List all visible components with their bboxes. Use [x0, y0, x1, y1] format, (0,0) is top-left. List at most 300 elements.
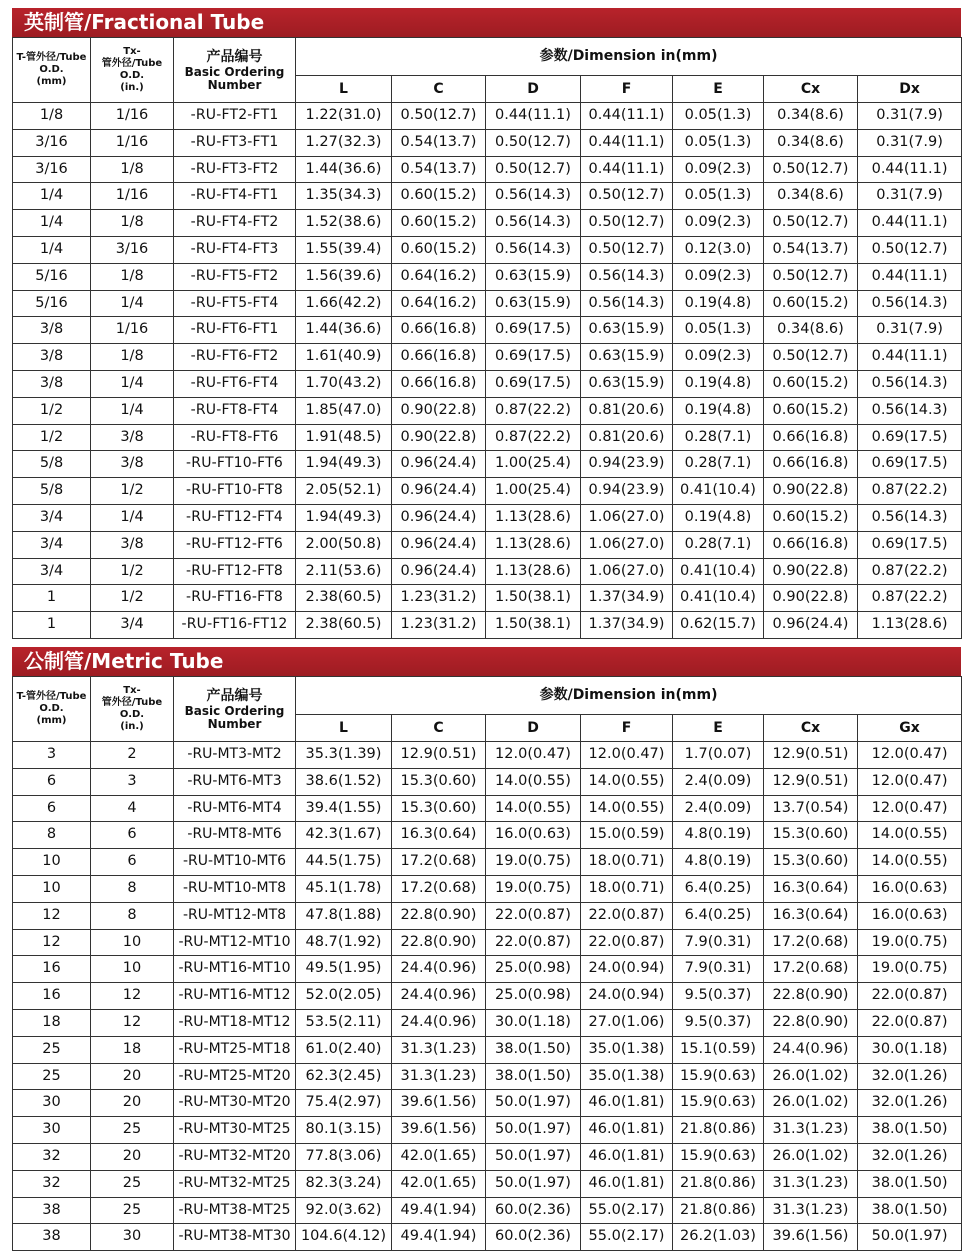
table-cell: 0.56(14.3)	[486, 183, 581, 210]
table-row	[13, 742, 962, 769]
table-cell: 38.0(1.50)	[486, 1036, 581, 1063]
table-cell: 0.66(16.8)	[764, 531, 858, 558]
table-cell: 0.96(24.4)	[392, 478, 486, 505]
table-cell: 0.66(16.8)	[764, 451, 858, 478]
table-row	[13, 612, 962, 639]
table-cell: 0.12(3.0)	[673, 236, 764, 263]
table-cell: 0.31(7.9)	[858, 129, 962, 156]
table-cell: 20	[91, 1090, 174, 1117]
table-cell: 1.37(34.9)	[581, 585, 673, 612]
column-header: Dx	[858, 76, 962, 103]
table-cell: 1.37(34.9)	[581, 612, 673, 639]
table-cell: 14.0(0.55)	[486, 768, 581, 795]
table-cell: 0.56(14.3)	[581, 290, 673, 317]
table-cell: 45.1(1.78)	[296, 875, 392, 902]
table-cell: 6	[91, 822, 174, 849]
table-cell: 12	[91, 1009, 174, 1036]
table-cell: 0.50(12.7)	[486, 156, 581, 183]
table-cell: 1.13(28.6)	[486, 531, 581, 558]
table-cell: 18	[13, 1009, 91, 1036]
table-row	[13, 1197, 962, 1224]
column-header: Cx	[764, 715, 858, 742]
table-cell: 1	[13, 585, 91, 612]
table-cell: 0.90(22.8)	[392, 397, 486, 424]
table-cell: 6	[91, 849, 174, 876]
table-cell: 26.0(1.02)	[764, 1143, 858, 1170]
table-cell: 1/16	[91, 129, 174, 156]
table-cell: 1/8	[91, 263, 174, 290]
table-cell: 1.55(39.4)	[296, 236, 392, 263]
table-cell: 3	[91, 768, 174, 795]
ordering-number-cell: -RU-FT12-FT8	[174, 558, 296, 585]
table-cell: 15.9(0.63)	[673, 1090, 764, 1117]
table-cell: 15.3(0.60)	[764, 849, 858, 876]
table-cell: 0.60(15.2)	[764, 370, 858, 397]
table-cell: 42.0(1.65)	[392, 1170, 486, 1197]
table-cell: 0.63(15.9)	[486, 290, 581, 317]
table-cell: 6.4(0.25)	[673, 902, 764, 929]
table-row	[13, 929, 962, 956]
table-cell: 0.31(7.9)	[858, 103, 962, 130]
ordering-number-cell: -RU-FT4-FT2	[174, 210, 296, 237]
table-cell: 0.96(24.4)	[764, 612, 858, 639]
table-cell: 1/16	[91, 103, 174, 130]
table-cell: 8	[91, 875, 174, 902]
table-cell: 26.0(1.02)	[764, 1063, 858, 1090]
table-cell: 1.52(38.6)	[296, 210, 392, 237]
table-row	[13, 983, 962, 1010]
table-cell: 1.56(39.6)	[296, 263, 392, 290]
table-cell: 0.19(4.8)	[673, 290, 764, 317]
table-cell: 0.05(1.3)	[673, 129, 764, 156]
table-cell: 1.13(28.6)	[486, 504, 581, 531]
ordering-number-cell: -RU-FT8-FT6	[174, 424, 296, 451]
table-cell: 50.0(1.97)	[486, 1143, 581, 1170]
table-cell: 14.0(0.55)	[858, 822, 962, 849]
ordering-number-cell: -RU-MT30-MT20	[174, 1090, 296, 1117]
table-row	[13, 156, 962, 183]
ordering-number-cell: -RU-MT12-MT10	[174, 929, 296, 956]
ordering-number-cell: -RU-MT32-MT25	[174, 1170, 296, 1197]
table-row	[13, 1224, 962, 1251]
table-cell: 0.90(22.8)	[764, 478, 858, 505]
table-row	[13, 317, 962, 344]
table-cell: 44.5(1.75)	[296, 849, 392, 876]
table-row	[13, 263, 962, 290]
table-cell: 30.0(1.18)	[858, 1036, 962, 1063]
table-cell: 2.00(50.8)	[296, 531, 392, 558]
table-cell: 0.81(20.6)	[581, 397, 673, 424]
table-cell: 0.31(7.9)	[858, 183, 962, 210]
table-cell: 1.44(36.6)	[296, 317, 392, 344]
table-cell: 1/4	[91, 290, 174, 317]
table-cell: 1	[13, 612, 91, 639]
table-cell: 0.28(7.1)	[673, 424, 764, 451]
table-cell: 1.00(25.4)	[486, 478, 581, 505]
ordering-number-cell: -RU-FT16-FT8	[174, 585, 296, 612]
table-cell: 22.0(0.87)	[486, 929, 581, 956]
table-cell: 62.3(2.45)	[296, 1063, 392, 1090]
table-cell: 0.50(12.7)	[486, 129, 581, 156]
table-cell: 49.4(1.94)	[392, 1224, 486, 1251]
table-cell: 12	[91, 983, 174, 1010]
table-cell: 14.0(0.55)	[486, 795, 581, 822]
table-cell: 0.90(22.8)	[764, 558, 858, 585]
table-cell: 25.0(0.98)	[486, 983, 581, 1010]
table-cell: 0.56(14.3)	[858, 290, 962, 317]
table-cell: 35.0(1.38)	[581, 1063, 673, 1090]
table-row	[13, 902, 962, 929]
table-cell: 32	[13, 1143, 91, 1170]
table-cell: 1/4	[91, 397, 174, 424]
table-cell: 12.0(0.47)	[858, 795, 962, 822]
table-cell: 0.56(14.3)	[486, 236, 581, 263]
table-cell: 1.35(34.3)	[296, 183, 392, 210]
table-cell: 0.87(22.2)	[486, 424, 581, 451]
header-t-od: T-管外径/Tube O.D. (mm)	[13, 677, 91, 742]
table-cell: 2.38(60.5)	[296, 612, 392, 639]
ordering-number-cell: -RU-MT3-MT2	[174, 742, 296, 769]
table-cell: 49.4(1.94)	[392, 1197, 486, 1224]
table-cell: 14.0(0.55)	[581, 795, 673, 822]
table-cell: 1.94(49.3)	[296, 451, 392, 478]
table-cell: 3	[13, 742, 91, 769]
table-cell: 20	[91, 1143, 174, 1170]
table-cell: 22.8(0.90)	[764, 983, 858, 1010]
table-cell: 17.2(0.68)	[392, 849, 486, 876]
table-cell: 1.70(43.2)	[296, 370, 392, 397]
table-cell: 8	[91, 902, 174, 929]
table-cell: 21.8(0.86)	[673, 1197, 764, 1224]
table-cell: 13.7(0.54)	[764, 795, 858, 822]
table-cell: 48.7(1.92)	[296, 929, 392, 956]
table-cell: 22.8(0.90)	[392, 902, 486, 929]
table-cell: 0.96(24.4)	[392, 558, 486, 585]
table-cell: 24.0(0.94)	[581, 956, 673, 983]
table-cell: 1.00(25.4)	[486, 451, 581, 478]
table-cell: 0.09(2.3)	[673, 210, 764, 237]
table-cell: 3/4	[13, 558, 91, 585]
table-cell: 31.3(1.23)	[392, 1063, 486, 1090]
table-cell: 0.60(15.2)	[764, 397, 858, 424]
table-cell: 52.0(2.05)	[296, 983, 392, 1010]
table-cell: 80.1(3.15)	[296, 1117, 392, 1144]
table-cell: 0.96(24.4)	[392, 531, 486, 558]
table-cell: 0.64(16.2)	[392, 290, 486, 317]
ordering-number-cell: -RU-MT6-MT3	[174, 768, 296, 795]
table-cell: 0.09(2.3)	[673, 344, 764, 371]
table-cell: 3/8	[91, 451, 174, 478]
ordering-number-cell: -RU-FT16-FT12	[174, 612, 296, 639]
table-cell: 0.05(1.3)	[673, 317, 764, 344]
table-cell: 82.3(3.24)	[296, 1170, 392, 1197]
table-cell: 24.4(0.96)	[392, 956, 486, 983]
ordering-number-cell: -RU-MT25-MT18	[174, 1036, 296, 1063]
fractional-tube-section	[12, 8, 961, 639]
header-ordering-number: 产品编号 Basic Ordering Number	[174, 38, 296, 103]
table-cell: 0.66(16.8)	[764, 424, 858, 451]
table-cell: 0.69(17.5)	[486, 344, 581, 371]
table-cell: 46.0(1.81)	[581, 1090, 673, 1117]
table-row	[13, 585, 962, 612]
table-row	[13, 344, 962, 371]
metric-tube-section	[12, 647, 961, 1251]
table-cell: 2	[91, 742, 174, 769]
table-cell: 1/16	[91, 183, 174, 210]
table-cell: 1.23(31.2)	[392, 612, 486, 639]
table-cell: 19.0(0.75)	[486, 875, 581, 902]
header-ordering-number: 产品编号 Basic Ordering Number	[174, 677, 296, 742]
table-cell: 0.87(22.2)	[858, 558, 962, 585]
table-row	[13, 478, 962, 505]
table-cell: 0.69(17.5)	[858, 451, 962, 478]
table-row	[13, 183, 962, 210]
table-cell: 16.3(0.64)	[764, 902, 858, 929]
table-row	[13, 1063, 962, 1090]
table-cell: 0.63(15.9)	[486, 263, 581, 290]
table-cell: 25	[91, 1170, 174, 1197]
table-cell: 1/2	[91, 478, 174, 505]
table-cell: 3/8	[13, 344, 91, 371]
table-cell: 0.50(12.7)	[581, 236, 673, 263]
ordering-number-cell: -RU-MT25-MT20	[174, 1063, 296, 1090]
table-row	[13, 558, 962, 585]
table-cell: 1/2	[13, 424, 91, 451]
table-cell: 16.0(0.63)	[858, 902, 962, 929]
table-cell: 10	[13, 875, 91, 902]
table-row	[13, 129, 962, 156]
ordering-number-cell: -RU-MT16-MT12	[174, 983, 296, 1010]
table-cell: 0.09(2.3)	[673, 263, 764, 290]
table-cell: 22.0(0.87)	[858, 1009, 962, 1036]
table-cell: 1/4	[13, 210, 91, 237]
table-cell: 19.0(0.75)	[486, 849, 581, 876]
table-cell: 10	[91, 929, 174, 956]
table-cell: 17.2(0.68)	[764, 929, 858, 956]
table-cell: 1.94(49.3)	[296, 504, 392, 531]
table-cell: 15.0(0.59)	[581, 822, 673, 849]
table-cell: 38.0(1.50)	[858, 1117, 962, 1144]
ordering-number-cell: -RU-FT4-FT3	[174, 236, 296, 263]
table-cell: 0.50(12.7)	[581, 183, 673, 210]
table-row	[13, 768, 962, 795]
table-cell: 1.22(31.0)	[296, 103, 392, 130]
column-header: E	[673, 715, 764, 742]
ordering-number-cell: -RU-MT38-MT25	[174, 1197, 296, 1224]
table-row	[13, 504, 962, 531]
table-row	[13, 849, 962, 876]
table-cell: 15.9(0.63)	[673, 1063, 764, 1090]
ordering-number-cell: -RU-FT10-FT8	[174, 478, 296, 505]
table-cell: 0.66(16.8)	[392, 344, 486, 371]
table-cell: 24.4(0.96)	[392, 983, 486, 1010]
ordering-number-cell: -RU-FT6-FT4	[174, 370, 296, 397]
table-cell: 12.9(0.51)	[392, 742, 486, 769]
table-cell: 19.0(0.75)	[858, 929, 962, 956]
table-cell: 0.41(10.4)	[673, 585, 764, 612]
column-header: C	[392, 76, 486, 103]
metric-table-body	[13, 742, 962, 1251]
table-row	[13, 290, 962, 317]
table-row	[13, 1009, 962, 1036]
table-cell: 10	[13, 849, 91, 876]
table-cell: 0.87(22.2)	[858, 478, 962, 505]
table-cell: 50.0(1.97)	[486, 1117, 581, 1144]
table-cell: 0.50(12.7)	[581, 210, 673, 237]
table-cell: 30.0(1.18)	[486, 1009, 581, 1036]
table-cell: 1/8	[91, 210, 174, 237]
table-cell: 55.0(2.17)	[581, 1224, 673, 1251]
table-cell: 1.06(27.0)	[581, 558, 673, 585]
table-cell: 21.8(0.86)	[673, 1117, 764, 1144]
table-cell: 0.94(23.9)	[581, 451, 673, 478]
table-cell: 1/4	[91, 504, 174, 531]
table-cell: 0.50(12.7)	[764, 344, 858, 371]
table-cell: 16	[13, 956, 91, 983]
column-header: E	[673, 76, 764, 103]
table-cell: 50.0(1.97)	[486, 1170, 581, 1197]
table-cell: 0.62(15.7)	[673, 612, 764, 639]
table-cell: 49.5(1.95)	[296, 956, 392, 983]
table-cell: 0.44(11.1)	[858, 263, 962, 290]
table-cell: 3/16	[13, 129, 91, 156]
table-cell: 0.19(4.8)	[673, 397, 764, 424]
table-cell: 25	[91, 1197, 174, 1224]
table-cell: 0.34(8.6)	[764, 317, 858, 344]
table-row	[13, 1090, 962, 1117]
table-cell: 22.8(0.90)	[392, 929, 486, 956]
table-cell: 6	[13, 768, 91, 795]
ordering-number-cell: -RU-MT38-MT30	[174, 1224, 296, 1251]
table-cell: 1/8	[91, 344, 174, 371]
fractional-tube-table	[12, 37, 962, 639]
table-cell: 0.60(15.2)	[392, 210, 486, 237]
table-cell: 0.63(15.9)	[581, 317, 673, 344]
ordering-number-cell: -RU-FT6-FT1	[174, 317, 296, 344]
table-cell: 17.2(0.68)	[392, 875, 486, 902]
table-cell: 0.56(14.3)	[858, 397, 962, 424]
header-dimension: 参数/Dimension in(mm)	[296, 677, 962, 715]
table-cell: 0.87(22.2)	[486, 397, 581, 424]
table-cell: 3/8	[91, 531, 174, 558]
table-cell: 15.3(0.60)	[392, 795, 486, 822]
table-row	[13, 397, 962, 424]
table-row	[13, 1143, 962, 1170]
table-cell: 19.0(0.75)	[858, 956, 962, 983]
table-cell: 32.0(1.26)	[858, 1063, 962, 1090]
table-cell: 1/2	[91, 558, 174, 585]
ordering-number-cell: -RU-MT10-MT8	[174, 875, 296, 902]
table-cell: 1.50(38.1)	[486, 612, 581, 639]
table-cell: 0.87(22.2)	[858, 585, 962, 612]
table-cell: 12.0(0.47)	[581, 742, 673, 769]
table-cell: 0.44(11.1)	[486, 103, 581, 130]
table-cell: 0.44(11.1)	[581, 156, 673, 183]
table-cell: 30	[91, 1224, 174, 1251]
table-cell: 31.3(1.23)	[764, 1117, 858, 1144]
table-row	[13, 103, 962, 130]
table-cell: 3/8	[13, 317, 91, 344]
table-cell: 22.0(0.87)	[581, 902, 673, 929]
table-cell: 31.3(1.23)	[764, 1170, 858, 1197]
table-cell: 15.1(0.59)	[673, 1036, 764, 1063]
table-cell: 46.0(1.81)	[581, 1117, 673, 1144]
table-cell: 0.41(10.4)	[673, 558, 764, 585]
table-cell: 39.6(1.56)	[392, 1117, 486, 1144]
column-header: D	[486, 76, 581, 103]
table-row	[13, 451, 962, 478]
ordering-number-cell: -RU-FT3-FT1	[174, 129, 296, 156]
table-cell: 2.4(0.09)	[673, 795, 764, 822]
table-cell: 26.0(1.02)	[764, 1090, 858, 1117]
table-cell: 7.9(0.31)	[673, 956, 764, 983]
table-cell: 18	[91, 1036, 174, 1063]
ordering-number-cell: -RU-FT5-FT2	[174, 263, 296, 290]
table-cell: 1.13(28.6)	[858, 612, 962, 639]
ordering-number-cell: -RU-MT30-MT25	[174, 1117, 296, 1144]
table-cell: 3/4	[13, 504, 91, 531]
table-cell: 12.0(0.47)	[486, 742, 581, 769]
table-cell: 30	[13, 1117, 91, 1144]
table-cell: 30	[13, 1090, 91, 1117]
table-cell: 0.60(15.2)	[392, 183, 486, 210]
table-cell: 31.3(1.23)	[764, 1197, 858, 1224]
table-cell: 16.3(0.64)	[392, 822, 486, 849]
table-cell: 15.3(0.60)	[392, 768, 486, 795]
table-cell: 55.0(2.17)	[581, 1197, 673, 1224]
table-cell: 1/2	[91, 585, 174, 612]
table-cell: 0.44(11.1)	[858, 344, 962, 371]
table-cell: 1/4	[13, 183, 91, 210]
table-cell: 53.5(2.11)	[296, 1009, 392, 1036]
table-cell: 0.81(20.6)	[581, 424, 673, 451]
table-cell: 0.31(7.9)	[858, 317, 962, 344]
table-cell: 22.0(0.87)	[581, 929, 673, 956]
table-cell: 8	[13, 822, 91, 849]
table-cell: 15.9(0.63)	[673, 1143, 764, 1170]
table-cell: 0.54(13.7)	[392, 156, 486, 183]
table-cell: 3/8	[91, 424, 174, 451]
table-cell: 0.69(17.5)	[858, 424, 962, 451]
table-cell: 0.44(11.1)	[581, 103, 673, 130]
table-cell: 1/2	[13, 397, 91, 424]
table-cell: 1.23(31.2)	[392, 585, 486, 612]
column-header: Cx	[764, 76, 858, 103]
table-cell: 1.7(0.07)	[673, 742, 764, 769]
table-cell: 16.0(0.63)	[858, 875, 962, 902]
table-cell: 38	[13, 1224, 91, 1251]
table-cell: 0.50(12.7)	[392, 103, 486, 130]
column-header: D	[486, 715, 581, 742]
table-cell: 21.8(0.86)	[673, 1170, 764, 1197]
table-cell: 38.0(1.50)	[858, 1197, 962, 1224]
table-cell: 0.50(12.7)	[764, 210, 858, 237]
table-cell: 10	[91, 956, 174, 983]
table-cell: 12.9(0.51)	[764, 742, 858, 769]
table-cell: 1/8	[13, 103, 91, 130]
table-cell: 12.0(0.47)	[858, 742, 962, 769]
table-cell: 0.54(13.7)	[392, 129, 486, 156]
table-cell: 22.0(0.87)	[858, 983, 962, 1010]
table-cell: 0.44(11.1)	[858, 156, 962, 183]
table-cell: 15.3(0.60)	[764, 822, 858, 849]
table-cell: 12	[13, 902, 91, 929]
column-header: F	[581, 76, 673, 103]
table-cell: 3/4	[13, 531, 91, 558]
table-cell: 32.0(1.26)	[858, 1143, 962, 1170]
table-cell: 24.4(0.96)	[392, 1009, 486, 1036]
table-cell: 12.9(0.51)	[764, 768, 858, 795]
